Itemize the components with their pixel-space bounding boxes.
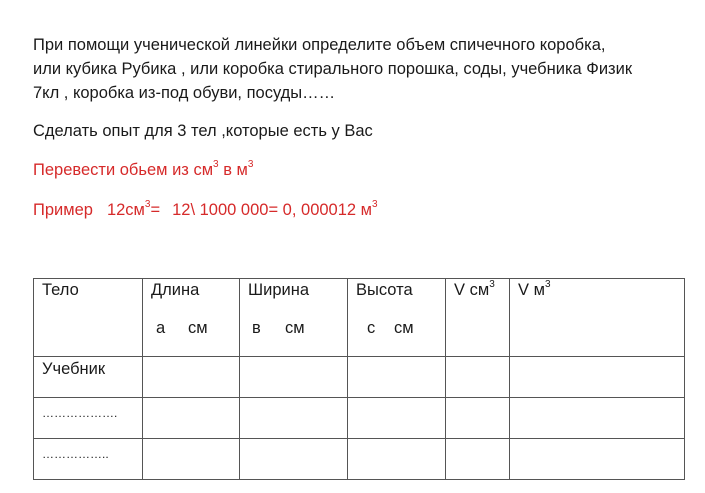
row-body-label: ……………..	[42, 447, 109, 461]
table-row	[34, 357, 685, 398]
convert-sup-cm: 3	[213, 158, 219, 170]
header-length-unit: см	[188, 319, 208, 337]
header-length-label: Длина	[151, 281, 200, 299]
header-length-letter: а	[156, 319, 166, 337]
row-body-label: ……………….	[42, 406, 118, 420]
convert-instruction	[33, 158, 253, 182]
row-body-cell	[34, 439, 143, 480]
row-length-cell	[143, 439, 240, 480]
header-width-label: Ширина	[248, 281, 310, 299]
row-volume-m-cell	[510, 357, 685, 398]
header-width-unit: см	[285, 319, 305, 337]
example-line	[33, 198, 378, 222]
intro-line-2: или кубика Рубика , или коробка стирального порошка, соды, учебника Физик	[33, 60, 633, 78]
header-cell-body	[34, 279, 143, 357]
row-width-cell	[240, 398, 348, 439]
header-volume-cm-sup: 3	[489, 278, 495, 290]
example-value-sup: 3	[144, 198, 151, 210]
row-body-cell	[34, 398, 143, 439]
header-volume-m-label: V м	[518, 281, 545, 299]
row-height-cell	[348, 439, 446, 480]
convert-sup-m: 3	[247, 158, 254, 170]
header-volume-cm-label: V см	[454, 281, 490, 299]
row-length-cell	[143, 398, 240, 439]
row-width-cell	[240, 357, 348, 398]
header-cell-length	[143, 279, 240, 357]
header-volume-m-sup: 3	[544, 278, 551, 290]
experiment-instruction: Сделать опыт для 3 тел ,которые есть у Вас	[33, 122, 373, 140]
row-volume-cm-cell	[446, 398, 510, 439]
header-volume-m	[518, 278, 551, 300]
example-value: 12см	[106, 201, 145, 219]
header-cell-height	[348, 279, 446, 357]
example-expression: 12\ 1000 000= 0, 000012 м	[172, 201, 373, 219]
row-volume-cm-cell	[446, 357, 510, 398]
row-height-cell	[348, 357, 446, 398]
table-row	[34, 439, 685, 480]
row-body-cell	[34, 357, 143, 398]
row-length-cell	[143, 357, 240, 398]
header-body-label: Тело	[42, 281, 79, 299]
header-height-label: Высота	[356, 281, 413, 299]
row-volume-m-cell	[510, 439, 685, 480]
example-equals: =	[150, 201, 161, 219]
intro-paragraph	[33, 33, 701, 105]
row-volume-cm-cell	[446, 439, 510, 480]
row-volume-m-cell	[510, 398, 685, 439]
convert-middle: в м	[218, 161, 248, 179]
example-label: Пример	[33, 201, 93, 219]
header-height-letter: с	[367, 319, 376, 337]
convert-prefix: Перевести обьем из см	[33, 161, 214, 179]
intro-line-3: 7кл , коробка из-под обуви, посуды……	[33, 84, 336, 102]
table-row	[34, 398, 685, 439]
row-height-cell	[348, 398, 446, 439]
header-width-letter: в	[252, 319, 261, 337]
header-height-unit: см	[394, 319, 414, 337]
row-width-cell	[240, 439, 348, 480]
header-cell-volume-cm	[446, 279, 510, 357]
intro-line-1: При помощи ученической линейки определите объем спичечного коробка,	[33, 36, 606, 54]
row-body-label: Учебник	[42, 360, 106, 378]
measurement-table	[33, 278, 685, 480]
header-cell-width	[240, 279, 348, 357]
example-result-sup: 3	[372, 198, 378, 210]
header-volume-cm	[454, 278, 495, 300]
header-cell-volume-m	[510, 279, 685, 357]
table-header-row	[34, 279, 685, 357]
